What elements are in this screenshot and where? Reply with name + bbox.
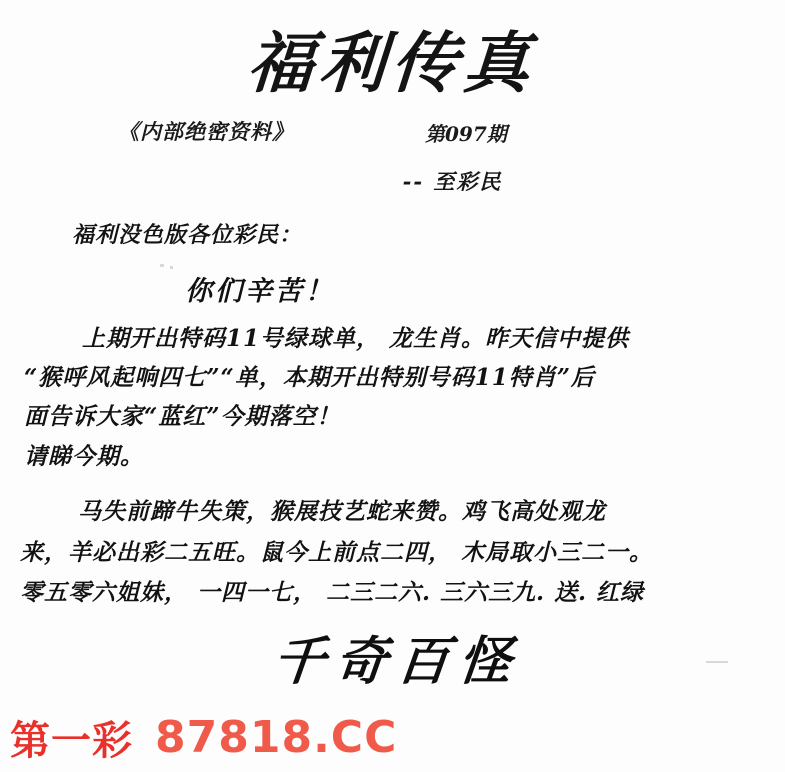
- greeting-line: 福利没色版各位彩民：: [72, 221, 303, 248]
- page-title: 福利传真: [244, 24, 539, 102]
- verse-line: 来，羊必出彩二五旺。鼠今上前点二四， 木局取小三二一。: [20, 538, 654, 566]
- verse-line: 零五零六姐妹， 一四一七， 二三二六. 三六三九. 送. 红绿: [20, 579, 645, 607]
- body-line: “猴呼风起响四七”“单，本期开出特别号码11特肖”后: [24, 364, 595, 392]
- issue-number: 第097期: [425, 121, 507, 146]
- body-text: [0, 320, 785, 475]
- audience-line: -- 至彩民: [402, 168, 503, 194]
- body-line: 上期开出特码11号绿球单， 龙生肖。昨天信中提供: [82, 324, 630, 352]
- watermark-bar: [0, 708, 785, 766]
- scan-speck: [170, 266, 173, 269]
- body-line: 面告诉大家“蓝红”今期落空！: [24, 403, 341, 431]
- confidential-label: 《内部绝密资料》: [118, 118, 294, 144]
- verse-text: [0, 493, 785, 613]
- watermark-brand: 第一彩: [10, 717, 133, 764]
- headline-phrase: 千奇百怪: [269, 630, 525, 692]
- body-line: 请睇今期。: [24, 442, 144, 470]
- subheader-row: [0, 116, 785, 150]
- watermark-site: 87818.CC: [155, 711, 398, 763]
- verse-line: 马失前蹄牛失策，猴展技艺蛇来赞。鸡飞高处观龙: [78, 497, 606, 525]
- salute-line: 你们辛苦！: [185, 275, 335, 307]
- scan-speck: [160, 264, 164, 267]
- scan-speck: [706, 661, 728, 663]
